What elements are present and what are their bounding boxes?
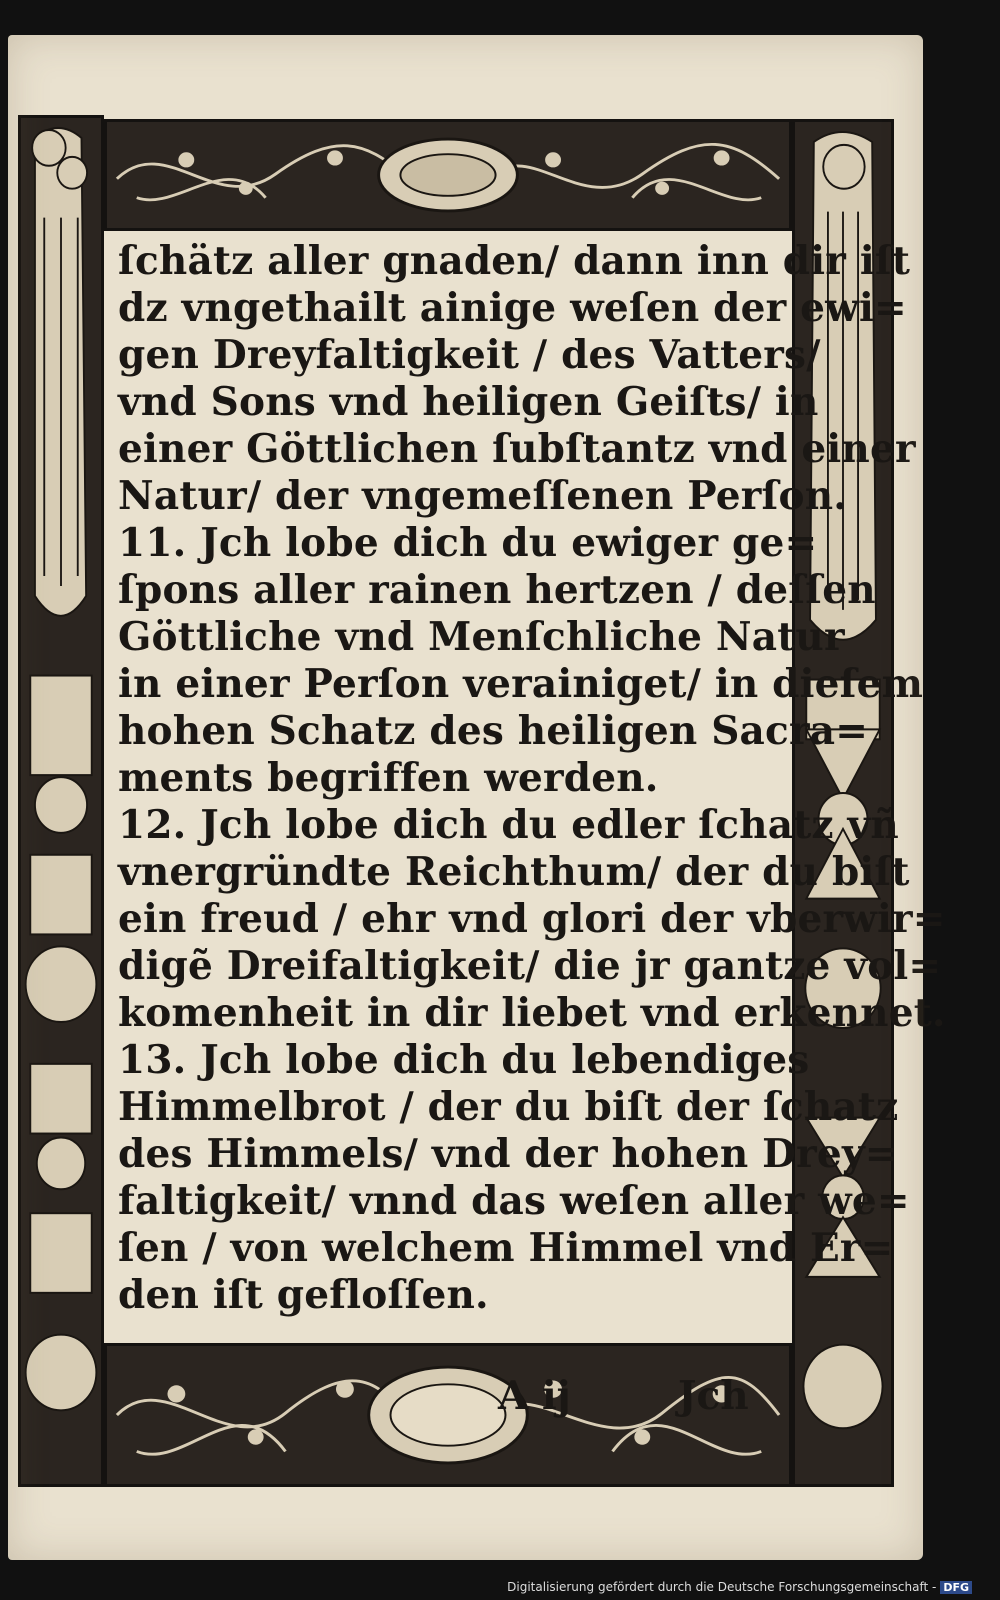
text-line: 11. Jch lobe dich du ewiger ge= bbox=[118, 520, 818, 566]
text-line: komenheit in dir liebet vnd erkennet. bbox=[118, 990, 946, 1036]
text-line: ſen / von welchem Himmel vnd Er= bbox=[118, 1225, 894, 1271]
text-block bbox=[118, 238, 946, 1419]
signature-mark: A ij bbox=[498, 1373, 571, 1419]
digitization-credit bbox=[507, 1580, 972, 1594]
text-line: in einer Perſon verainiget/ in dieſem bbox=[118, 661, 924, 707]
text-line: dz vngethailt ainige weſen der ewi= bbox=[118, 285, 907, 331]
text-line: 13. Jch lobe dich du lebendiges bbox=[118, 1037, 810, 1083]
left-ornament-column bbox=[18, 115, 104, 1487]
text-line: einer Göttlichen ſubſtantz vnd einer bbox=[118, 426, 916, 472]
text-line: ſpons aller rainen hertzen / deſſen bbox=[118, 567, 876, 613]
text-line: Natur/ der vngemeſſenen Perſon. bbox=[118, 473, 848, 519]
text-line: vnergründte Reichthum/ der du biſt bbox=[118, 849, 910, 895]
woodcut-frame bbox=[18, 115, 946, 1487]
text-line: Göttliche vnd Menſchliche Natur bbox=[118, 614, 845, 660]
text-line: ein freud / ehr vnd glori der vberwir= bbox=[118, 896, 946, 942]
text-line: gen Dreyfaltigkeit / des Vatters/ bbox=[118, 332, 821, 378]
page-paper bbox=[8, 35, 946, 1560]
text-line: ſchätz aller gnaden/ dann inn dir iſt bbox=[118, 238, 911, 284]
text-line: digẽ Dreifaltigkeit/ die jr gantze vol= bbox=[118, 943, 942, 989]
text-line: ments begriffen werden. bbox=[118, 755, 659, 801]
text-line: faltigkeit/ vnnd das weſen aller we= bbox=[118, 1178, 910, 1224]
catchword: Jch bbox=[678, 1373, 749, 1419]
top-ornament-band bbox=[104, 119, 792, 231]
text-line: Himmelbrot / der du biſt der ſchatz bbox=[118, 1084, 899, 1130]
text-line: den iſt gefloſſen. bbox=[118, 1272, 489, 1318]
text-line: 12. Jch lobe dich du edler ſchatz vñ bbox=[118, 802, 899, 848]
dfg-logo: DFG bbox=[940, 1581, 972, 1594]
text-line: vnd Sons vnd heiligen Geiſts/ in bbox=[118, 379, 819, 425]
credit-text: Digitalisierung gefördert durch die Deutsche Forschungsgemeinschaft - bbox=[507, 1580, 937, 1594]
text-line: des Himmels/ vnd der hohen Drey= bbox=[118, 1131, 898, 1177]
text-line: hohen Schatz des heiligen Sacra= bbox=[118, 708, 869, 754]
